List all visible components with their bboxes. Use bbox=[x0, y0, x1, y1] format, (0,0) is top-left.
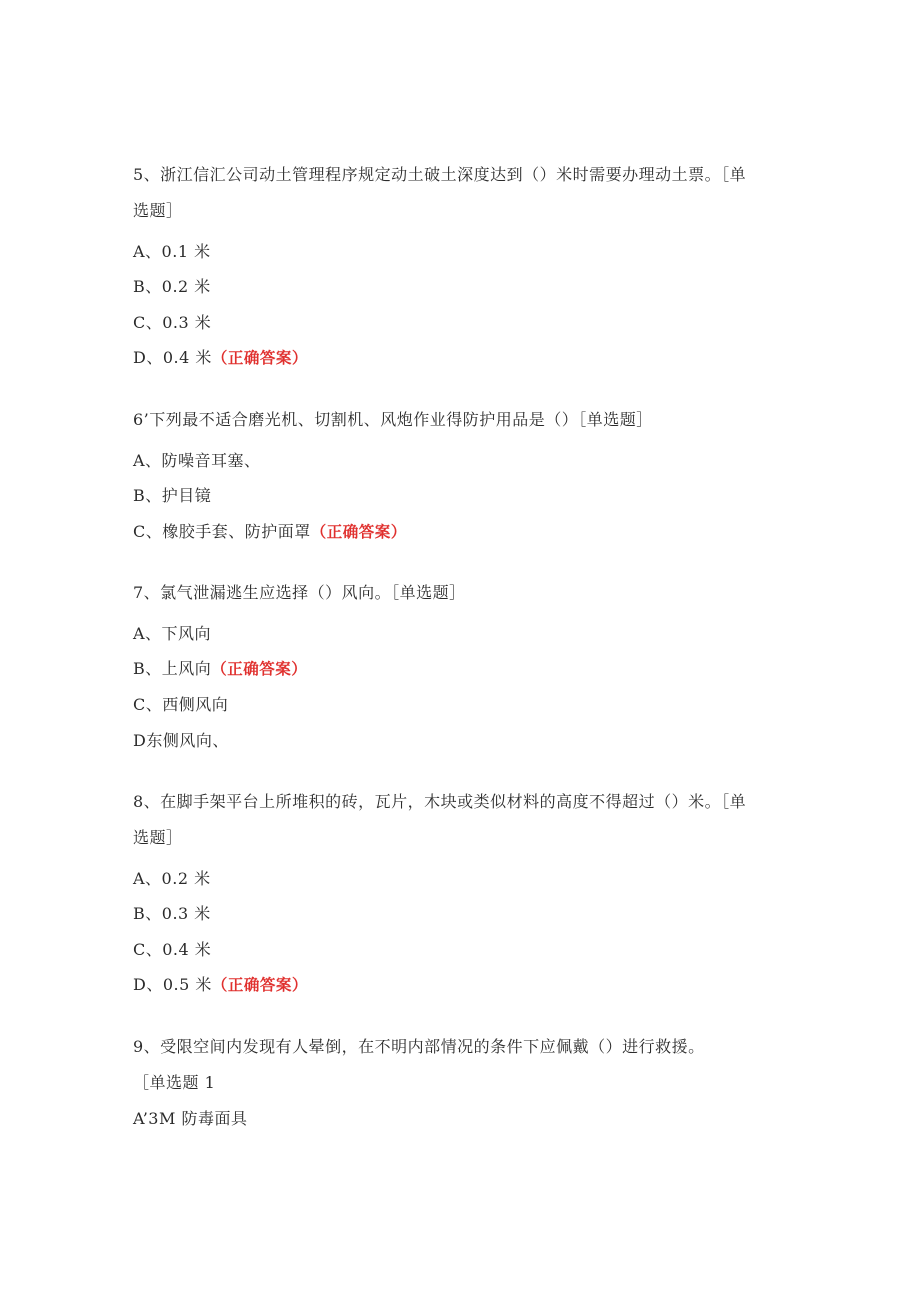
question-7-option-d: D东侧风向、 bbox=[133, 731, 229, 750]
question-7-option-a: A、下风向 bbox=[133, 624, 212, 643]
correct-answer-label: （正确答案） bbox=[211, 660, 308, 678]
question-8-stem-cont: 选题］ bbox=[133, 828, 183, 847]
correct-answer-label: （正确答案） bbox=[310, 523, 407, 541]
question-5-option-a: A、0.1 米 bbox=[133, 242, 211, 261]
question-8-option-b: B、0.3 米 bbox=[133, 904, 211, 923]
correct-answer-label: （正确答案） bbox=[211, 349, 308, 367]
option-text: C、橡胶手套、防护面罩 bbox=[133, 522, 311, 541]
question-7-option-c: C、西侧风向 bbox=[133, 695, 229, 714]
question-7-option-b bbox=[133, 659, 307, 679]
question-5-option-d bbox=[133, 348, 308, 368]
option-text: D、0.5 米 bbox=[133, 975, 212, 994]
question-8-option-a: A、0.2 米 bbox=[133, 869, 211, 888]
question-7-stem: 7、氯气泄漏逃生应选择（）风向。［单选题］ bbox=[133, 583, 466, 602]
question-9-stem-cont: ［单选题 1 bbox=[133, 1073, 216, 1092]
question-6-option-b: B、护目镜 bbox=[133, 486, 212, 505]
question-9-option-a: A’3M 防毒面具 bbox=[133, 1109, 248, 1128]
question-9-stem: 9、受限空间内发现有人晕倒，在不明内部情况的条件下应佩戴（）进行救援。 bbox=[133, 1037, 705, 1056]
option-text: B、上风向 bbox=[133, 659, 212, 678]
question-5-stem: 5、浙江信汇公司动土管理程序规定动土破土深度达到（）米时需要办理动土票。［单 bbox=[133, 165, 747, 184]
question-5-stem-cont: 选题］ bbox=[133, 201, 183, 220]
question-8-stem: 8、在脚手架平台上所堆积的砖，瓦片，木块或类似材料的高度不得超过（）米。［单 bbox=[133, 792, 747, 811]
question-5-option-c: C、0.3 米 bbox=[133, 313, 212, 332]
question-6-stem: 6’下列最不适合磨光机、切割机、风炮作业得防护用品是（）［单选题］ bbox=[133, 410, 653, 429]
question-8-option-d bbox=[133, 975, 308, 995]
correct-answer-label: （正确答案） bbox=[211, 976, 308, 994]
question-5-option-b: B、0.2 米 bbox=[133, 277, 211, 296]
option-text: D、0.4 米 bbox=[133, 348, 212, 367]
question-6-option-c bbox=[133, 522, 407, 542]
question-8-option-c: C、0.4 米 bbox=[133, 940, 212, 959]
question-6-option-a: A、防噪音耳塞、 bbox=[133, 451, 261, 470]
